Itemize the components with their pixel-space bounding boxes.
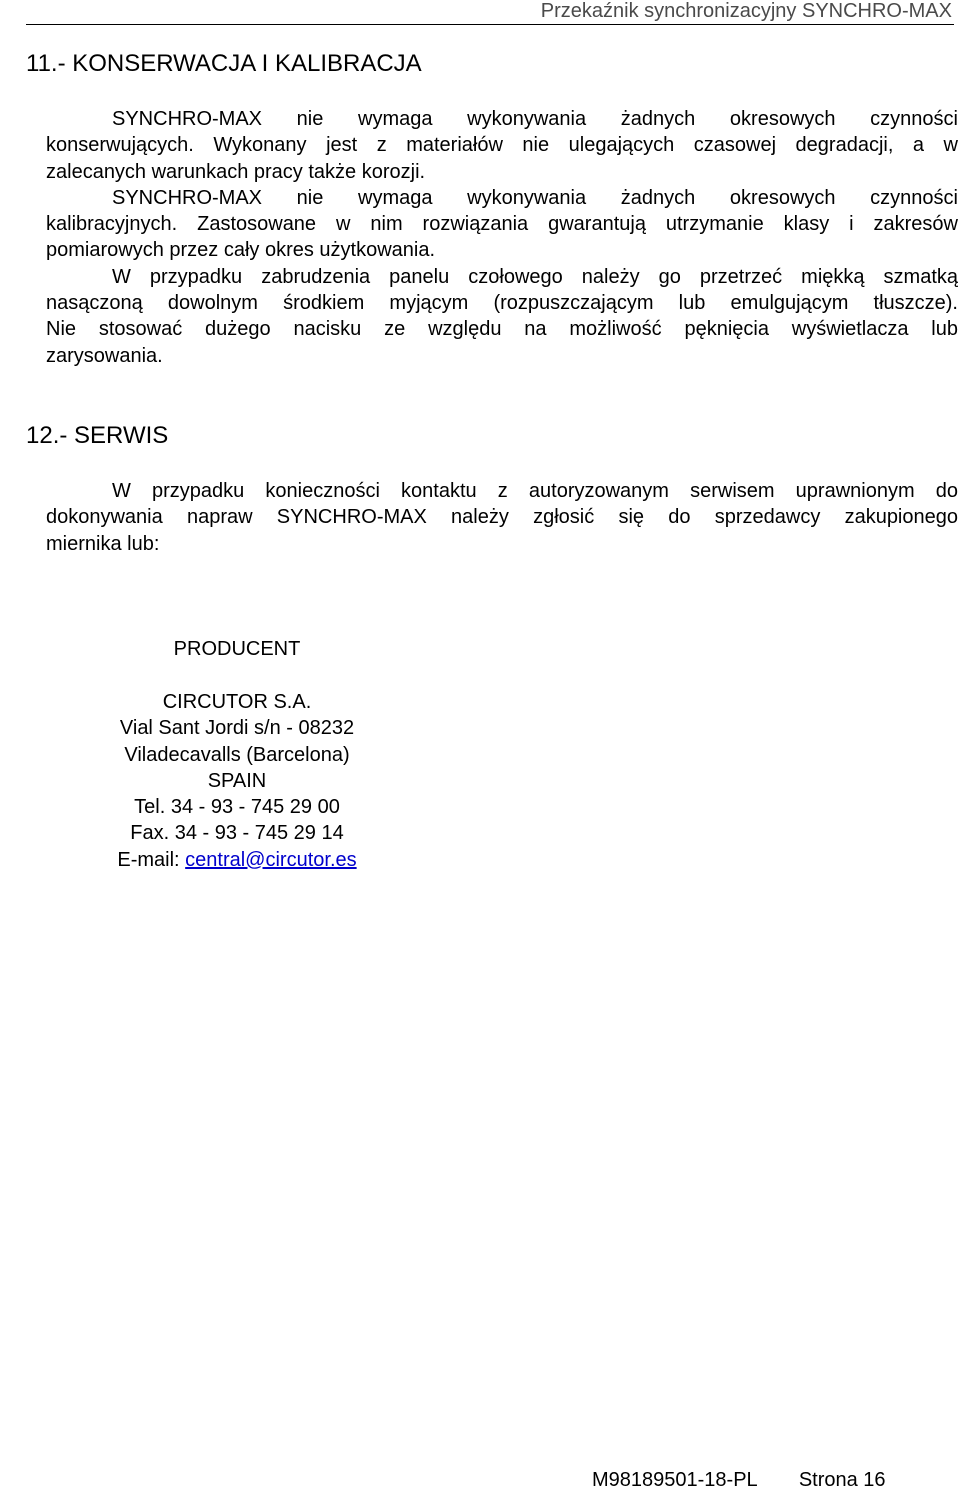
section-12-paragraph-1: [46, 478, 958, 504]
section-11-paragraph-1: [46, 106, 958, 132]
header-divider: [26, 24, 954, 25]
section-12-paragraph-1-cont: [46, 504, 958, 557]
email-link[interactable]: central@circutor.es: [185, 848, 357, 871]
text-line: Nie stosować dużego nacisku ze względu na możliwość pęknięcia wyświetlacza lub: [46, 318, 958, 341]
header-title: Przekaźnik synchronizacyjny SYNCHRO-MAX: [540, 0, 952, 22]
text-line: SYNCHRO-MAX nie wymaga wykonywania żadnych okresowych czynności: [112, 108, 958, 130]
email-label: E-mail:: [117, 848, 186, 871]
text-line: nasączoną dowolnym środkiem myjącym (rozpuszczającym lub emulgującym tłuszcze).: [46, 292, 958, 315]
text-line: kalibracyjnych. Zastosowane w nim rozwiązania gwarantują utrzymanie klasy i zakresów: [46, 213, 958, 236]
text-line: W przypadku konieczności kontaktu z autoryzowanym serwisem uprawnionym do: [112, 480, 958, 502]
text-line: pomiarowych przez cały okres użytkowania.: [46, 239, 436, 262]
text-line: W przypadku zabrudzenia panelu czołowego należy go przetrzeć miękką szmatką: [112, 265, 958, 288]
text-line: dokonywania napraw SYNCHRO-MAX należy zgłosić się do sprzedawcy zakupionego: [46, 506, 958, 529]
email-line: [62, 847, 412, 873]
text-line: SYNCHRO-MAX nie wymaga wykonywania żadnych okresowych czynności: [112, 186, 958, 209]
producer-label: PRODUCENT: [173, 638, 301, 660]
company-name: CIRCUTOR S.A.: [162, 691, 312, 713]
section-11-paragraph-2: [46, 185, 958, 211]
producer-label-block: [62, 636, 412, 662]
fax: Fax. 34 - 93 - 745 29 14: [130, 822, 344, 845]
page-number: Strona 16: [798, 1469, 886, 1491]
address-line-1: Vial Sant Jordi s/n - 08232: [119, 717, 355, 740]
text-line: zalecanych warunkach pracy także korozji.: [46, 160, 426, 183]
contact-block: [62, 689, 412, 873]
section-11-heading: 11.- KONSERWACJA I KALIBRACJA: [26, 50, 422, 77]
section-11-paragraph-1-cont: [46, 132, 958, 185]
telephone: Tel. 34 - 93 - 745 29 00: [134, 796, 340, 819]
section-11-body: [46, 106, 958, 369]
section-11-paragraph-2-cont: [46, 211, 958, 264]
section-11-paragraph-3: [46, 264, 958, 290]
country: SPAIN: [207, 769, 267, 792]
section-11-paragraph-3-cont: [46, 290, 958, 369]
section-12-heading: 12.- SERWIS: [26, 422, 169, 449]
text-line: zarysowania.: [46, 344, 163, 367]
text-line: miernika lub:: [46, 532, 160, 555]
page-footer: [592, 1468, 886, 1492]
document-code: M98189501-18-PL: [592, 1469, 758, 1491]
text-line: konserwujących. Wykonany jest z materiałów nie ulegających czasowej degradacji, a w: [46, 134, 958, 157]
section-12-body: [46, 478, 958, 557]
address-line-2: Viladecavalls (Barcelona): [124, 743, 350, 766]
